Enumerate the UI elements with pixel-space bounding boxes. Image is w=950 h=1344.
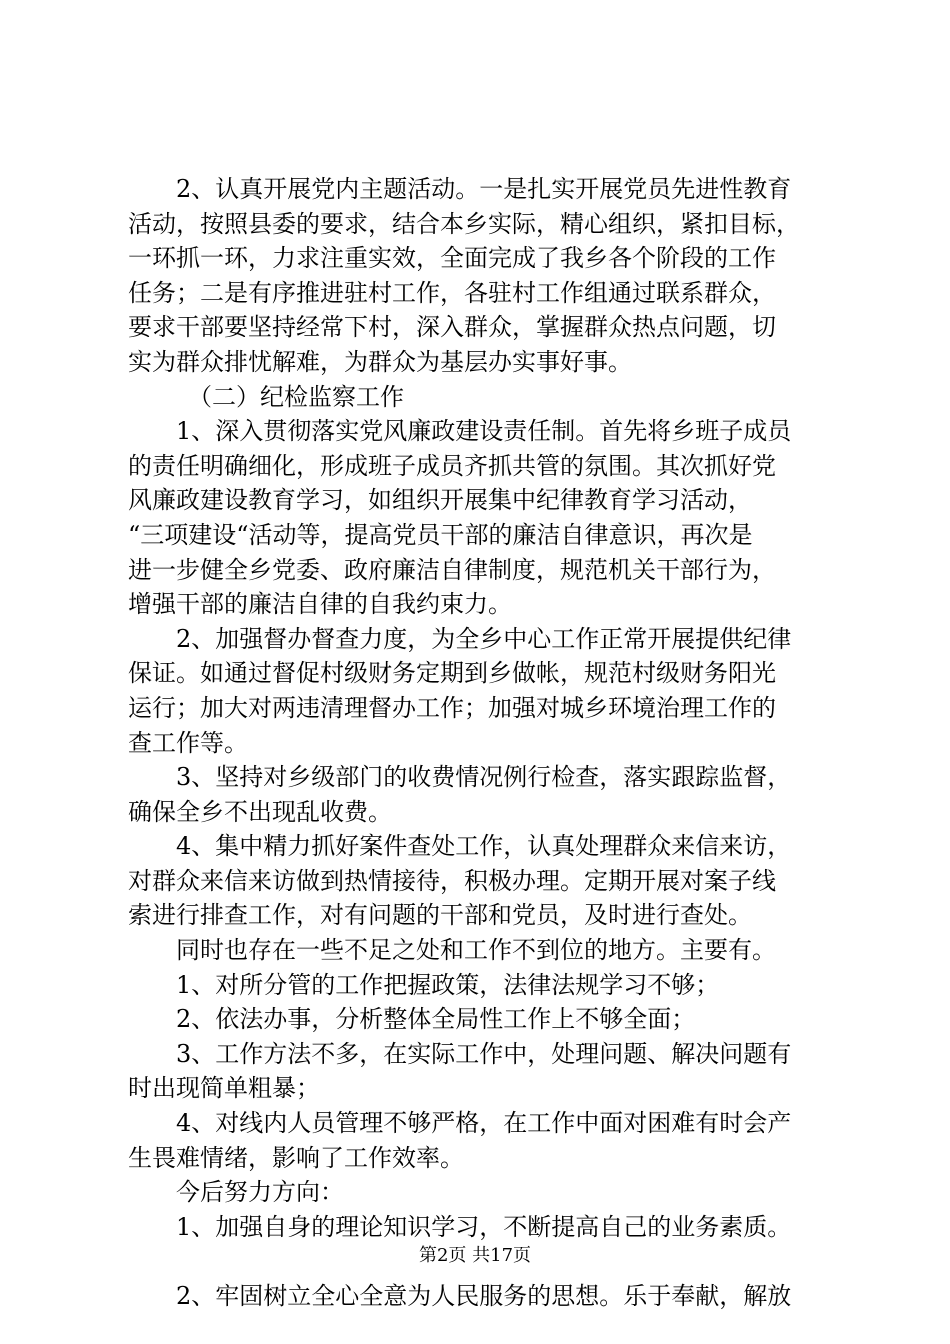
text-line: 任务；二是有序推进驻村工作，各驻村工作组通过联系群众， (128, 278, 776, 307)
text-line: 2、认真开展党内主题活动。一是扎实开展党员先进性教育 (176, 175, 792, 203)
page-number-footer: 第2页 共17页 (418, 1245, 532, 1266)
text-line: 1、深入贯彻落实党风廉政建设责任制。首先将乡班子成员 (176, 417, 792, 446)
text-line: 今后努力方向： (176, 1178, 344, 1207)
text-line: 一环抓一环，力求注重实效，全面完成了我乡各个阶段的工作 (128, 244, 776, 273)
text-line: 增强干部的廉洁自律的自我约束力。 (128, 590, 512, 619)
text-line: 生畏难情绪，影响了工作效率。 (128, 1143, 464, 1172)
text-line: 1、对所分管的工作把握政策，法律法规学习不够； (176, 970, 720, 999)
text-line: 4、集中精力抓好案件查处工作，认真处理群众来信来访， (176, 832, 792, 861)
text-line: 同时也存在一些不足之处和工作不到位的地方。主要有。 (176, 936, 776, 965)
text-line: 实为群众排忧解难，为群众为基层办实事好事。 (128, 347, 632, 376)
text-line: 运行；加大对两违清理督办工作；加强对城乡环境治理工作的 (128, 693, 776, 722)
text-line: 活动，按照县委的要求，结合本乡实际，精心组织，紧扣目标， (128, 209, 800, 238)
text-line: 要求干部要坚持经常下村，深入群众，掌握群众热点问题，切 (128, 313, 776, 342)
document-body (128, 172, 833, 1314)
text-line: “三项建设“活动等，提高党员干部的廉洁自律意识，再次是 (128, 520, 753, 549)
text-line: 1、加强自身的理论知识学习，不断提高自己的业务素质。 (176, 1212, 792, 1241)
text-line: 2、加强督办督查力度，为全乡中心工作正常开展提供纪律 (176, 624, 792, 653)
text-line: 2、依法办事，分析整体全局性工作上不够全面； (176, 1005, 696, 1034)
text-line: 查工作等。 (128, 728, 248, 757)
text-line: 保证。如通过督促村级财务定期到乡做帐，规范村级财务阳光 (128, 659, 776, 688)
text-line: 的责任明确细化，形成班子成员齐抓共管的氛围。其次抓好党 (128, 451, 776, 480)
text-line: 3、工作方法不多，在实际工作中，处理问题、解决问题有 (176, 1039, 792, 1068)
text-line: 索进行排查工作，对有问题的干部和党员，及时进行查处。 (128, 901, 752, 930)
text-line: 时出现简单粗暴； (128, 1074, 320, 1103)
text-line: 2、牢固树立全心全意为人民服务的思想。乐于奉献，解放 (176, 1282, 792, 1310)
text-line: 风廉政建设教育学习，如组织开展集中纪律教育学习活动， (128, 486, 752, 515)
text-line: 对群众来信来访做到热情接待，积极办理。定期开展对案子线 (128, 866, 776, 895)
text-line: 进一步健全乡党委、政府廉洁自律制度，规范机关干部行为， (128, 555, 776, 584)
text-line: 4、对线内人员管理不够严格，在工作中面对困难有时会产 (176, 1109, 792, 1138)
text-line: 3、坚持对乡级部门的收费情况例行检查，落实跟踪监督， (176, 763, 792, 792)
section-heading: （二）纪检监察工作 (188, 382, 404, 411)
text-line: 确保全乡不出现乱收费。 (128, 797, 392, 826)
